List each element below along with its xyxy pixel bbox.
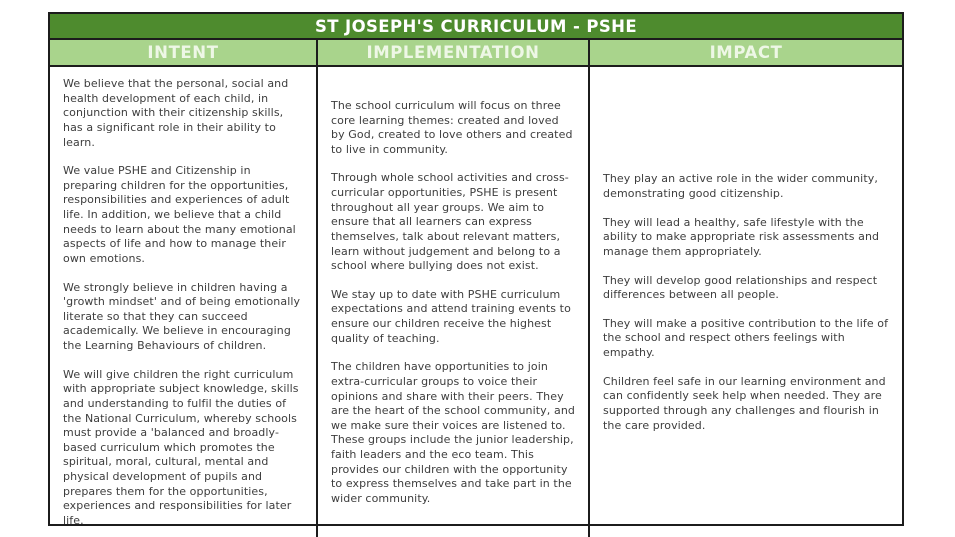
implementation-paragraph-4: The children have opportunities to join extra-curricular groups to voice their opinions and share with their peers. They are the heart of the school community, and we make sure their voices are listened to. These groups include the junior leadership, faith leaders and the eco team. This provides our children with the opportunity to express themselves and take part in the wider community.: [331, 360, 575, 505]
impact-cell: [590, 67, 902, 537]
intent-cell: [50, 67, 318, 537]
implementation-paragraph-2: Through whole school activities and cross-curricular opportunities, PSHE is present throughout all year groups. We aim to ensure that all learners can express themselves, talk about relevant matters, learn without judgement and belong to a school where bullying does not exist.: [331, 171, 569, 273]
impact-paragraph-1: They play an active role in the wider community, demonstrating good citizenship.: [603, 172, 878, 200]
intent-paragraph-4: We will give children the right curriculum with appropriate subject knowledge, skills and understanding to fulfil the duties of the National Curriculum, whereby schools must provide a 'balanced and broadly-based curriculum which promotes the spiritual, moral, cultural, mental and physical development of pupils and prepares them for the opportunities, experiences and responsibilities for later life.: [63, 367, 299, 527]
table-body-row: [50, 67, 902, 527]
impact-paragraph-5: Children feel safe in our learning environment and can confidently seek help when needed. They are supported through any challenges and flourish in the care provided.: [603, 374, 886, 432]
intent-paragraph-1: We believe that the personal, social and health development of each child, in conjunction with their citizenship skills, has a significant role in their ability to learn.: [63, 77, 289, 149]
implementation-paragraph-3: We stay up to date with PSHE curriculum expectations and attend training events to ensure our children receive the highest quality of teaching.: [331, 287, 571, 345]
implementation-paragraph-1: The school curriculum will focus on three core learning themes: created and loved by God, created to love others and created to live in community.: [331, 98, 573, 156]
table-title: ST JOSEPH'S CURRICULUM - PSHE: [50, 14, 902, 40]
impact-paragraph-2: They will lead a healthy, safe lifestyle with the ability to make appropriate risk assessments and manage them appropriately.: [603, 215, 880, 258]
impact-paragraph-4: They will make a positive contribution to the life of the school and respect others feelings with empathy.: [603, 316, 889, 359]
column-header-intent: INTENT: [50, 40, 318, 65]
column-header-impact: IMPACT: [709, 43, 783, 62]
column-header-row: [50, 40, 902, 67]
curriculum-table: [48, 12, 904, 526]
intent-paragraph-3: We strongly believe in children having a 'growth mindset' and of being emotionally literate so that they can succeed academically. We believe in encouraging the Learning Behaviours of children.: [63, 280, 301, 352]
implementation-cell: [318, 67, 590, 537]
column-header-implementation: IMPLEMENTATION: [318, 40, 590, 65]
impact-paragraph-3: They will develop good relationships and respect differences between all people.: [603, 273, 878, 302]
intent-paragraph-2: We value PSHE and Citizenship in preparing children for the opportunities, responsibilities and experiences of adult life. In addition, we believe that a child needs to learn about the many emotional aspects of life and how to manage their own emotions.: [63, 164, 296, 265]
